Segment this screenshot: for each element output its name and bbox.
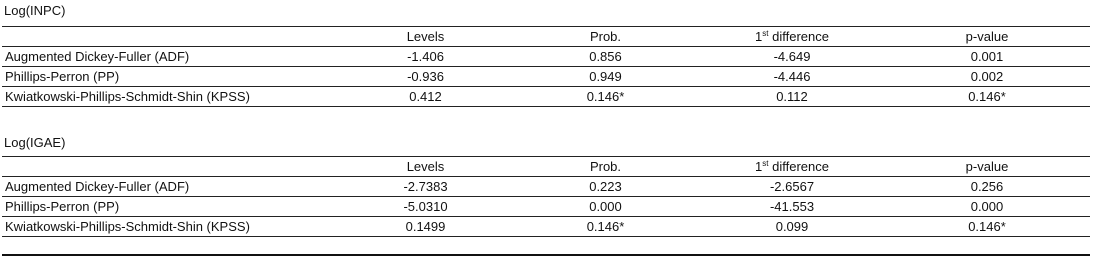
first-difference-value: 0.112 xyxy=(700,87,884,107)
test-name: Phillips-Perron (PP) xyxy=(2,197,340,217)
p-value: 0.256 xyxy=(884,177,1090,197)
p-value: 0.000 xyxy=(884,197,1090,217)
header-prob: Prob. xyxy=(511,157,700,177)
header-blank-cell xyxy=(2,27,340,47)
header-first-difference: 1st difference xyxy=(700,27,884,47)
levels-value: -1.406 xyxy=(340,47,511,67)
levels-value: 0.412 xyxy=(340,87,511,107)
table-bottom-rule xyxy=(2,254,1090,256)
table-row xyxy=(2,87,1090,107)
table-row xyxy=(2,197,1090,217)
table-row xyxy=(2,67,1090,87)
igae-table xyxy=(2,156,1090,237)
table-row xyxy=(2,47,1090,67)
table-row xyxy=(2,177,1090,197)
header-blank-cell xyxy=(2,157,340,177)
levels-value: -5.0310 xyxy=(340,197,511,217)
prob-value: 0.856 xyxy=(511,47,700,67)
levels-value: 0.1499 xyxy=(340,217,511,237)
first-difference-value: -4.446 xyxy=(700,67,884,87)
header-prob: Prob. xyxy=(511,27,700,47)
prob-value: 0.000 xyxy=(511,197,700,217)
prob-value: 0.949 xyxy=(511,67,700,87)
header-first-difference: 1st difference xyxy=(700,157,884,177)
first-difference-value: -41.553 xyxy=(700,197,884,217)
header-levels: Levels xyxy=(340,157,511,177)
p-value: 0.146* xyxy=(884,87,1090,107)
section-title-igae: Log(IGAE) xyxy=(4,135,66,150)
prob-value: 0.146* xyxy=(511,87,700,107)
test-name: Augmented Dickey-Fuller (ADF) xyxy=(2,47,340,67)
test-name: Phillips-Perron (PP) xyxy=(2,67,340,87)
test-name: Augmented Dickey-Fuller (ADF) xyxy=(2,177,340,197)
prob-value: 0.223 xyxy=(511,177,700,197)
first-difference-value: -2.6567 xyxy=(700,177,884,197)
header-p-value: p-value xyxy=(884,157,1090,177)
test-name: Kwiatkowski-Phillips-Schmidt-Shin (KPSS) xyxy=(2,217,340,237)
p-value: 0.001 xyxy=(884,47,1090,67)
inpc-table xyxy=(2,26,1090,107)
first-difference-value: -4.649 xyxy=(700,47,884,67)
table-header-row xyxy=(2,27,1090,47)
first-difference-value: 0.099 xyxy=(700,217,884,237)
test-name: Kwiatkowski-Phillips-Schmidt-Shin (KPSS) xyxy=(2,87,340,107)
table-header-row xyxy=(2,157,1090,177)
table-row xyxy=(2,217,1090,237)
header-p-value: p-value xyxy=(884,27,1090,47)
levels-value: -0.936 xyxy=(340,67,511,87)
prob-value: 0.146* xyxy=(511,217,700,237)
header-levels: Levels xyxy=(340,27,511,47)
levels-value: -2.7383 xyxy=(340,177,511,197)
section-title-inpc: Log(INPC) xyxy=(4,3,66,18)
p-value: 0.146* xyxy=(884,217,1090,237)
p-value: 0.002 xyxy=(884,67,1090,87)
